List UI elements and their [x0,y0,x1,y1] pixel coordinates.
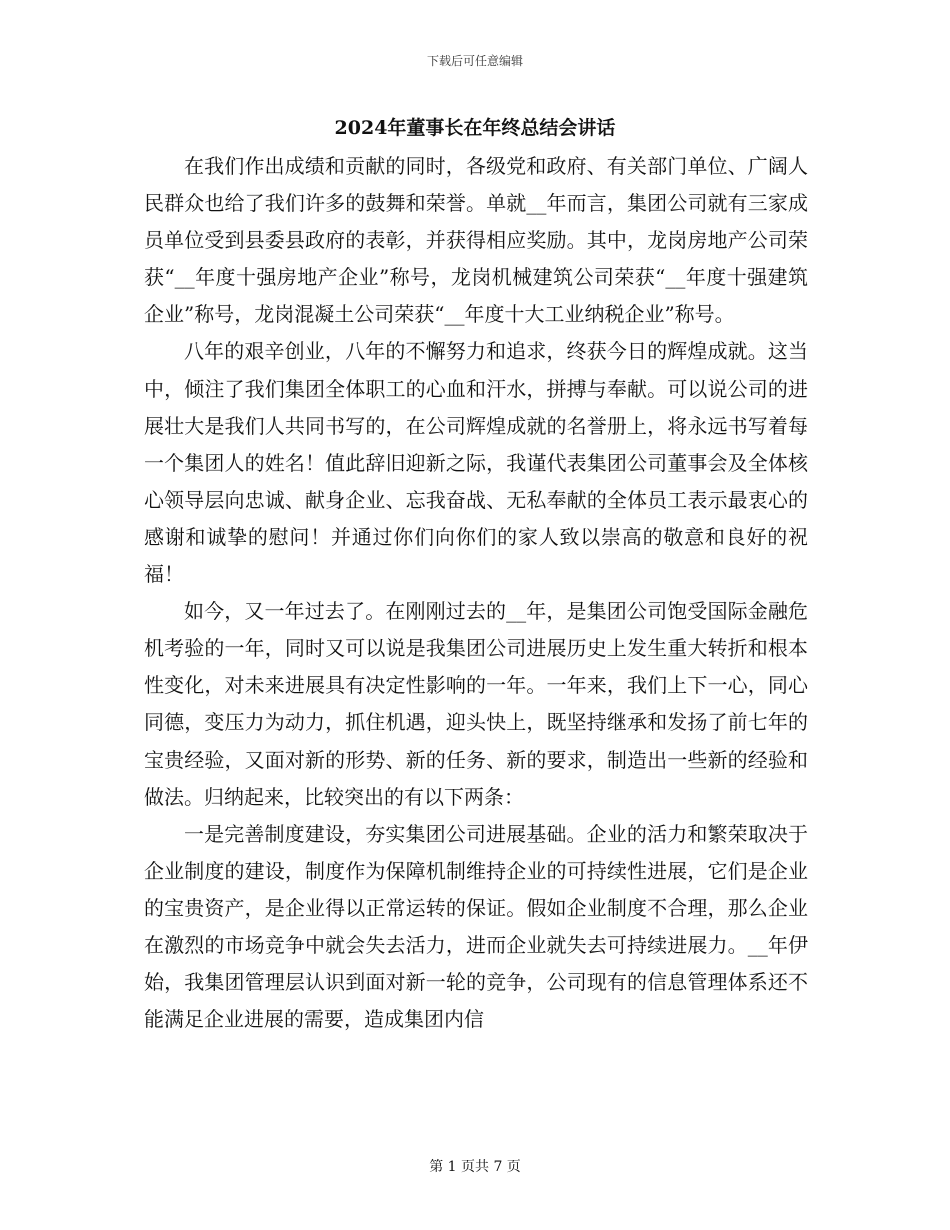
paragraph-4: 一是完善制度建设，夯实集团公司进展基础。企业的活力和繁荣取决于企业制度的建设，制度作为保障机制维持企业的可持续性进展，它们是企业的宝贵资产，是企业得以正常运转的保证。假如企业制度不合理，那么企业在激烈的市场竞争中就会失去活力，进而企业就失去可持续进展力。__年伊始，我集团管理层认识到面对新一轮的竞争，公司现有的信息管理体系还不能满足企业进展的需要，造成集团内信 [144,821,808,1032]
header-note: 下载后可任意编辑 [426,54,523,68]
document-body [144,148,808,1038]
paragraph-2: 八年的艰辛创业，八年的不懈努力和追求，终获今日的辉煌成就。这当中，倾注了我们集团全体职工的心血和汗水，拼搏与奉献。可以说公司的进展壮大是我们人共同书写的，在公司辉煌成就的名誉册上，将永远书写着每一个集团人的姓名！值此辞旧迎新之际，我谨代表集团公司董事会及全体核心领导层向忠诚、献身企业、忘我奋战、无私奉献的全体员工表示最衷心的感谢和诚挚的慰问！并通过你们向你们的家人致以崇高的敬意和良好的祝福！ [144,339,808,587]
document-title: 2024年董事长在年终总结会讲话 [334,117,616,139]
paragraph-3: 如今，又一年过去了。在刚刚过去的__年，是集团公司饱受国际金融危机考验的一年，同时又可以说是我集团公司进展历史上发生重大转折和根本性变化，对未来进展具有决定性影响的一年。一年来，我们上下一心，同心同德，变压力为动力，抓住机遇，迎头快上，既坚持继承和发扬了前七年的宝贵经验，又面对新的形势、新的任务、新的要求，制造出一些新的经验和做法。归纳起来，比较突出的有以下两条： [144,599,808,809]
paragraph-1: 在我们作出成绩和贡献的同时，各级党和政府、有关部门单位、广阔人民群众也给了我们许多的鼓舞和荣誉。单就__年而言，集团公司就有三家成员单位受到县委县政府的表彰，并获得相应奖励。其中，龙岗房地产公司荣获“__年度十强房地产企业”称号，龙岗机械建筑公司荣获“__年度十强建筑企业”称号，龙岗混凝土公司荣获“__年度十大工业纳税企业”称号。 [144,154,808,327]
page-footer: 第 1 页共 7 页 [429,1159,521,1175]
